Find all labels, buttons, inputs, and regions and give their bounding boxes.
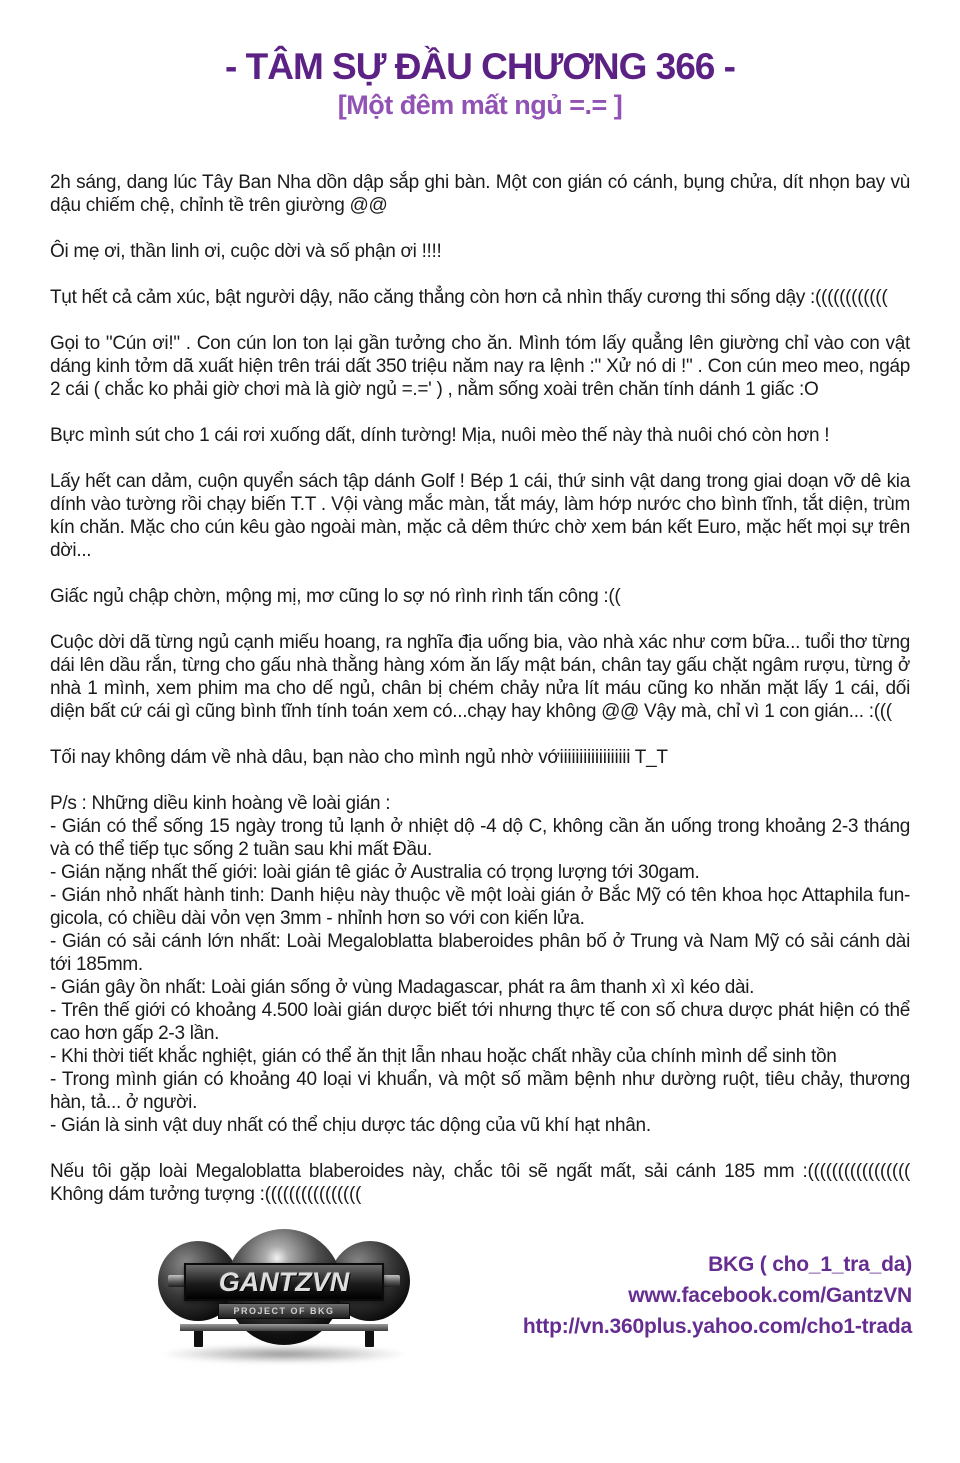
logo-banner <box>184 1263 384 1301</box>
facts-item: - Gián nhỏ nhất hành tinh: Danh hiệu này thuộc về một loài gián ở Bắc Mỹ có tên khoa học Attaphila fun-gicola, có chiều dài vỏn vẹn 3mm - nhỉnh hơn so với con kiến lửa. <box>50 885 910 929</box>
facts-item: - Trên thế giới có khoảng 4.500 loài gián dược biết tới nhưng thực tế con số chưa dược phát hiện có thể cao hơn gấp 2-3 lần. <box>50 1000 910 1044</box>
paragraph: Giấc ngủ chập chờn, mộng mị, mơ cũng lo sợ nó rình rình tấn công :(( <box>50 586 621 607</box>
page-title: - TÂM SỰ ĐẦU CHƯƠNG 366 - <box>225 46 735 87</box>
paragraph: Lấy hết can dảm, cuộn quyển sách tập dánh Golf ! Bép 1 cái, thứ sinh vật dang trong giai doạn vỡ dê kia dính vào tường rồi chạy biến T.T . Vội vàng mắc màn, tắt máy, làm hớp nước cho bình tĩnh, tắt diện, trùm kín chăn. Mặc cho cún kêu gào ngoài màn, mặc cả dêm thức chờ xem bán kết Euro, mặc hết mọi sự trên dời... <box>50 471 910 561</box>
paragraph: 2h sáng, dang lúc Tây Ban Nha dồn dập sắp ghi bàn. Một con gián có cánh, bụng chửa, dít nhọn bay vù dậu chiếm chệ, chỉnh tề trên giường @@ <box>50 172 910 216</box>
cockroach-facts-list <box>50 792 910 1137</box>
facts-item: - Gián có thể sống 15 ngày trong tủ lạnh ở nhiệt dộ -4 dộ C, không cần ăn uống trong khoảng 2-3 tháng và có thể tiếp tục sống 2 tuần sau khi mất Đầu. <box>50 816 910 860</box>
closing-paragraph: Nếu tôi gặp loài Megaloblatta blaberoides này, chắc tôi sẽ ngất mất, sải cánh 185 mm :((((((((((((((((( Không dám tưởng tượng :(((((((((((((((( <box>50 1161 910 1205</box>
facts-item: - Gián gây ồn nhất: Loài gián sống ở vùng Madagascar, phát ra âm thanh xì xì kéo dài. <box>50 977 755 998</box>
yahoo-blog-link[interactable]: http://vn.360plus.yahoo.com/cho1-trada <box>522 1315 912 1338</box>
facts-item: - Gián có sải cánh lớn nhất: Loài Megaloblatta blaberoides phân bố ở Trung và Nam Mỹ có sải cánh dài tới 185mm. <box>50 931 910 975</box>
paragraph: Tối nay không dám về nhà dâu, bạn nào cho mình ngủ nhờ vớiiiiiiiiiiiiiiiiii T_T <box>50 747 668 768</box>
facts-intro: P/s : Những diều kinh hoàng về loài gián : <box>50 793 391 814</box>
footer <box>0 1229 960 1365</box>
logo-base-bar <box>180 1324 388 1331</box>
logo-tagline: PROJECT OF BKG <box>233 1306 335 1316</box>
paragraph: Cuộc dời dã từng ngủ cạnh miếu hoang, ra nghĩa địa uống bia, vào nhà xác như cơm bữa... tuổi thơ từng dái lên dầu rắn, từng cho gấu nhà thằng hàng xóm ăn lấy mật bán, chân tay gấu chặt ngâm rượu, từng ở nhà 1 mình, xem phim ma cho dế ngủ, chân bị chém chảy nửa lít máu cũng ko nhăn mặt lấy 1 cái, dối diện bất cứ cái gì cũng bình tĩnh tính toán xem có...chạy hay không @@ Vậy mà, chỉ vì 1 con gián... :((( <box>50 632 910 722</box>
facebook-link[interactable]: www.facebook.com/GantzVN <box>628 1284 912 1307</box>
article-body <box>50 171 910 1206</box>
paragraph: Gọi to "Cún ơi!" . Con cún lon ton lại gần tưởng cho ăn. Mình tóm lấy quẳng lên giường chỉ vào con vật dáng kinh tởm dã xuất hiện trên trái dất 350 triệu năm nay ra lệnh :" Xử nó di !" . Con cún meo meo, ngáp 2 cái ( chắc ko phải giờ chơi mà là giờ ngủ =.=' ) , nằm sống xoài trên chăn tính dánh 1 giấc :O <box>50 333 910 400</box>
credit-links <box>523 1249 912 1342</box>
facts-item: - Gián nặng nhất thế giới: loài gián tê giác ở Australia có trọng lượng tới 30gam. <box>50 862 700 883</box>
paragraph: Tụt hết cả cảm xúc, bật người dậy, não căng thẳng còn hơn cả nhìn thấy cương thi sống dậy :(((((((((((( <box>50 287 888 308</box>
page-subtitle: [Một đêm mất ngủ =.= ] <box>337 90 623 120</box>
logo-subbanner <box>218 1303 350 1319</box>
gantzvn-logo <box>158 1229 410 1365</box>
facts-item: - Khi thời tiết khắc nghiệt, gián có thể ăn thịt lẫn nhau hoặc chất nhầy của chính mình dể sinh tồn <box>50 1046 837 1067</box>
paragraph: Bực mình sút cho 1 cái rơi xuống dất, dính tường! Mịa, nuôi mèo thế này thà nuôi chó còn hơn ! <box>50 425 830 446</box>
logo-wordmark: GANTZVN <box>218 1266 350 1297</box>
facts-item: - Gián là sinh vật duy nhất có thể chịu dược tác dộng của vũ khí hạt nhân. <box>50 1115 651 1136</box>
credit-author: BKG ( cho_1_tra_da) <box>708 1253 912 1276</box>
paragraph: Ôi mẹ ơi, thần linh ơi, cuộc dời và số phận ơi !!!! <box>50 241 442 262</box>
facts-item: - Trong mình gián có khoảng 40 loại vi khuẩn, và một số mầm bệnh như dường ruột, tiêu chảy, thương hàn, tả... ở người. <box>50 1069 910 1113</box>
logo-reflection <box>166 1345 402 1363</box>
